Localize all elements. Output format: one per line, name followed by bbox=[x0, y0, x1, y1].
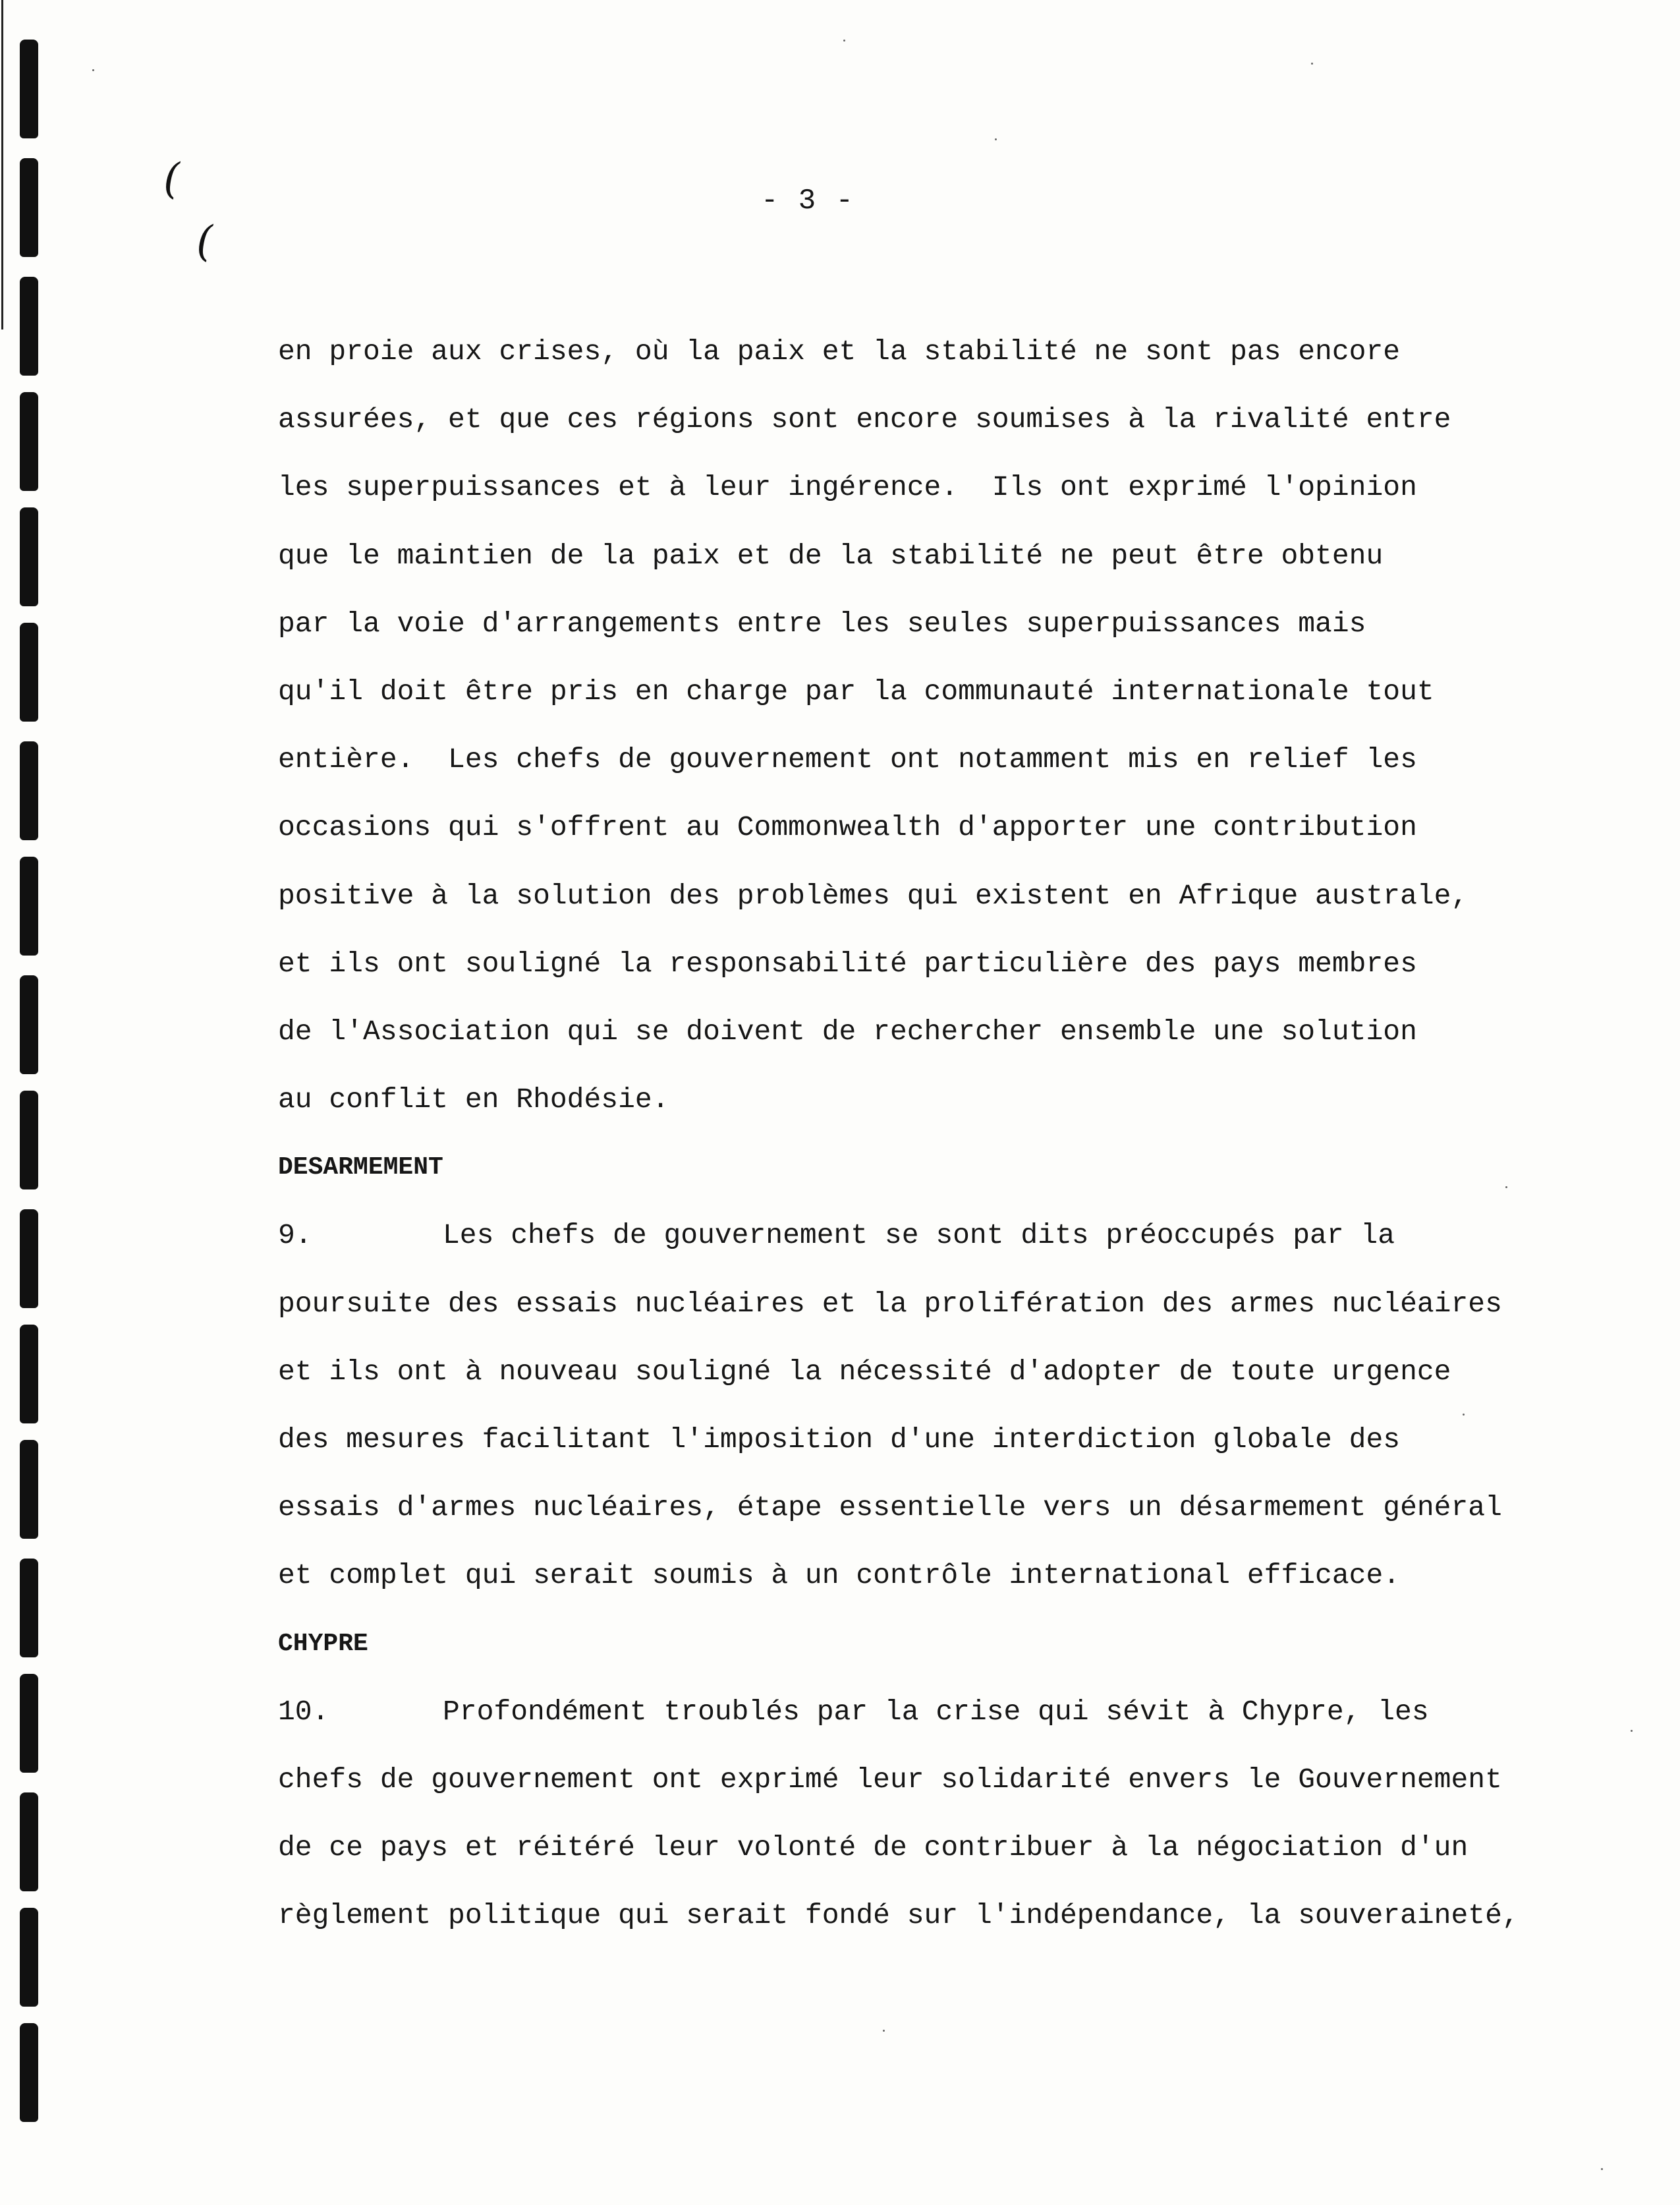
text-line: et ils ont à nouveau souligné la nécessité d'adopter de toute urgence bbox=[278, 1355, 1451, 1388]
text-line: entière. Les chefs de gouvernement ont notamment mis en relief les bbox=[278, 743, 1417, 776]
scan-speck bbox=[92, 69, 94, 71]
text-line: positive à la solution des problèmes qui existent en Afrique australe, bbox=[278, 879, 1469, 912]
text-line: essais d'armes nucléaires, étape essentielle vers un désarmement général bbox=[278, 1491, 1502, 1524]
binding-mark bbox=[20, 507, 38, 606]
scan-speck bbox=[883, 2030, 885, 2032]
text-line: poursuite des essais nucléaires et la prolifération des armes nucléaires bbox=[278, 1287, 1502, 1320]
binding-mark bbox=[20, 975, 38, 1074]
binding-mark bbox=[20, 40, 38, 138]
text-line: les superpuissances et à leur ingérence. Ils ont exprimé l'opinion bbox=[278, 471, 1417, 504]
text-line: des mesures facilitant l'imposition d'une interdiction globale des bbox=[278, 1423, 1401, 1456]
paragraph-10-first-line bbox=[278, 1678, 1517, 1746]
text-line: qu'il doit être pris en charge par la communauté internationale tout bbox=[278, 675, 1434, 708]
page-number: - 3 - bbox=[761, 185, 855, 217]
scan-speck bbox=[995, 138, 997, 140]
binding-mark bbox=[20, 277, 38, 376]
text-line: Les chefs de gouvernement se sont dits préoccupés par la bbox=[443, 1219, 1395, 1252]
binding-mark bbox=[20, 1091, 38, 1189]
text-line: en proie aux crises, où la paix et la stabilité ne sont pas encore bbox=[278, 335, 1401, 368]
text-line: au conflit en Rhodésie. bbox=[278, 1083, 669, 1116]
binding-mark bbox=[20, 623, 38, 722]
binding-mark bbox=[20, 857, 38, 956]
text-line: de l'Association qui se doivent de rechercher ensemble une solution bbox=[278, 1015, 1417, 1048]
binding-mark bbox=[20, 1559, 38, 1657]
text-line: que le maintien de la paix et de la stabilité ne peut être obtenu bbox=[278, 539, 1384, 572]
scan-speck bbox=[1463, 1414, 1465, 1416]
section-heading-cyprus: CHYPRE bbox=[278, 1629, 368, 1658]
binding-strip bbox=[20, 40, 43, 2188]
margin-mark: ( bbox=[196, 217, 213, 266]
binding-mark bbox=[20, 741, 38, 840]
scan-speck bbox=[1631, 1730, 1633, 1732]
binding-mark bbox=[20, 1908, 38, 2007]
scan-speck bbox=[1311, 63, 1313, 65]
paragraph-9-first-line bbox=[278, 1201, 1517, 1269]
binding-mark bbox=[20, 1209, 38, 1308]
body-text bbox=[278, 318, 1517, 1950]
text-line: de ce pays et réitéré leur volonté de contribuer à la négociation d'un bbox=[278, 1831, 1469, 1864]
text-line: et ils ont souligné la responsabilité particulière des pays membres bbox=[278, 947, 1417, 980]
section-heading-disarmament: DESARMEMENT bbox=[278, 1153, 443, 1182]
binding-mark bbox=[20, 158, 38, 257]
binding-mark bbox=[20, 1325, 38, 1423]
paragraph-number: 10. bbox=[278, 1695, 329, 1728]
binding-mark bbox=[20, 1674, 38, 1773]
text-line: et complet qui serait soumis à un contrôle international efficace. bbox=[278, 1559, 1401, 1592]
scan-speck bbox=[1601, 2168, 1603, 2170]
binding-mark bbox=[20, 2023, 38, 2122]
margin-mark: ( bbox=[163, 155, 180, 204]
text-line: chefs de gouvernement ont exprimé leur solidarité envers le Gouvernement bbox=[278, 1763, 1502, 1796]
text-line: Profondément troublés par la crise qui sévit à Chypre, les bbox=[443, 1695, 1429, 1728]
scan-speck bbox=[843, 40, 845, 42]
text-line: règlement politique qui serait fondé sur l'indépendance, la souveraineté, bbox=[278, 1899, 1519, 1932]
text-line: par la voie d'arrangements entre les seules superpuissances mais bbox=[278, 607, 1366, 640]
binding-mark bbox=[20, 1440, 38, 1539]
page-edge-line bbox=[1, 0, 3, 329]
scan-speck bbox=[1505, 1186, 1507, 1188]
binding-mark bbox=[20, 1792, 38, 1891]
text-line: assurées, et que ces régions sont encore soumises à la rivalité entre bbox=[278, 403, 1451, 436]
paragraph-number: 9. bbox=[278, 1219, 312, 1252]
binding-mark bbox=[20, 392, 38, 491]
text-line: occasions qui s'offrent au Commonwealth d'apporter une contribution bbox=[278, 811, 1417, 844]
